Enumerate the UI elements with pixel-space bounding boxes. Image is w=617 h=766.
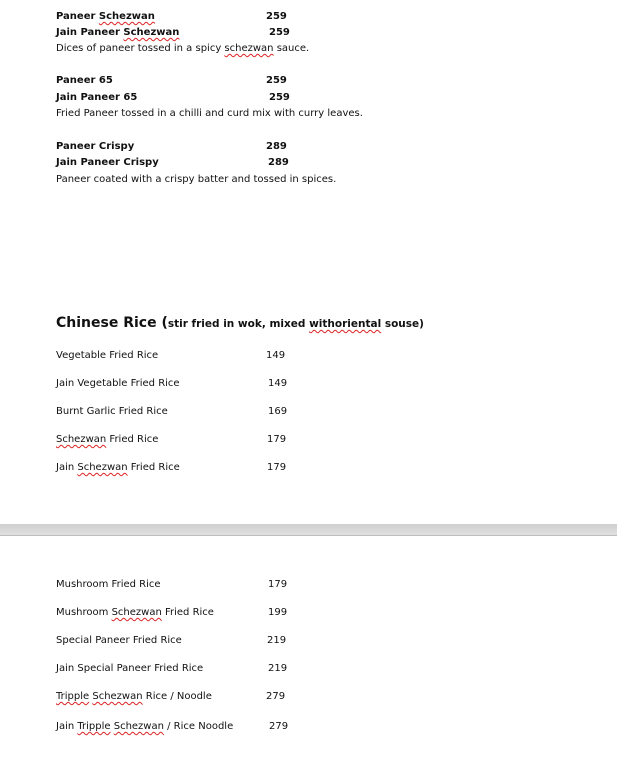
menu-item-name: Jain Paneer 65: [56, 92, 138, 103]
menu-item-price: 289: [266, 141, 287, 152]
page-break-gap: [0, 524, 617, 536]
text: sauce.: [273, 43, 310, 54]
text: Paneer: [56, 11, 99, 22]
text: Jain Paneer: [56, 27, 124, 38]
menu-item-name: Jain Paneer Crispy: [56, 157, 159, 168]
menu-item-price: 279: [269, 721, 289, 732]
menu-item-price: 219: [267, 635, 287, 646]
menu-item-price: 219: [268, 663, 288, 674]
text: souse): [381, 318, 424, 330]
menu-item-price: 149: [266, 350, 286, 361]
menu-item-price: 179: [267, 462, 287, 473]
misspelled-word: Schezwan: [56, 434, 107, 445]
text: stir fried in wok, mixed: [167, 318, 310, 330]
menu-item-name: Jain Vegetable Fried Rice: [56, 378, 180, 389]
heading-subtitle: [168, 318, 424, 330]
menu-item-name: Paneer Crispy: [56, 141, 135, 152]
text: Jain: [56, 462, 78, 473]
menu-item-price: 259: [269, 92, 290, 103]
misspelled-word: Tripple: [77, 721, 111, 732]
menu-item-name: [56, 462, 180, 473]
text: / Rice Noodle: [163, 721, 234, 732]
menu-item-description: Fried Paneer tossed in a chilli and curd mix with curry leaves.: [56, 108, 363, 119]
menu-item-name: [56, 11, 155, 22]
menu-item-price: 199: [268, 607, 288, 618]
menu-item-name: [56, 691, 212, 702]
misspelled-word: Schezwan: [113, 721, 164, 732]
misspelled-word: Tripple: [56, 691, 90, 702]
misspelled-word: Schezwan: [77, 462, 128, 473]
menu-item-name: Paneer 65: [56, 75, 113, 86]
menu-item-name: Jain Special Paneer Fried Rice: [56, 663, 204, 674]
text: Mushroom: [56, 607, 112, 618]
menu-item-name: [56, 434, 158, 445]
section-heading: [56, 315, 424, 331]
menu-item-name: Burnt Garlic Fried Rice: [56, 406, 168, 417]
menu-item-price: 259: [266, 11, 287, 22]
menu-item-name: [56, 607, 214, 618]
menu-item-name: [56, 27, 179, 38]
menu-item-price: 279: [266, 691, 286, 702]
misspelled-word: schezwan: [224, 43, 274, 54]
menu-item-price: 289: [268, 157, 289, 168]
misspelled-word: Schezwan: [92, 691, 143, 702]
menu-item-name: Special Paneer Fried Rice: [56, 635, 182, 646]
text: Fried Rice: [106, 434, 159, 445]
menu-item-name: Vegetable Fried Rice: [56, 350, 159, 361]
misspelled-word: withoriental: [309, 318, 382, 330]
misspelled-word: Schezwan: [123, 27, 180, 38]
menu-item-description: [56, 43, 309, 54]
menu-item-description: Paneer coated with a crispy batter and tossed in spices.: [56, 174, 337, 185]
menu-item-price: 259: [266, 75, 287, 86]
misspelled-word: Schezwan: [111, 607, 162, 618]
menu-item-price: 169: [268, 406, 288, 417]
text: Fried Rice: [161, 607, 214, 618]
menu-item-price: 179: [267, 434, 287, 445]
text: Jain: [56, 721, 78, 732]
menu-item-price: 179: [268, 579, 288, 590]
menu-item-name: Mushroom Fried Rice: [56, 579, 161, 590]
text: Fried Rice: [127, 462, 180, 473]
menu-item-name: [56, 721, 233, 732]
heading-text: Chinese Rice (: [56, 315, 168, 331]
misspelled-word: Schezwan: [98, 11, 155, 22]
menu-item-price: 259: [269, 27, 290, 38]
text: Dices of paneer tossed in a spicy: [56, 43, 225, 54]
menu-item-price: 149: [268, 378, 288, 389]
text: Rice / Noodle: [142, 691, 212, 702]
